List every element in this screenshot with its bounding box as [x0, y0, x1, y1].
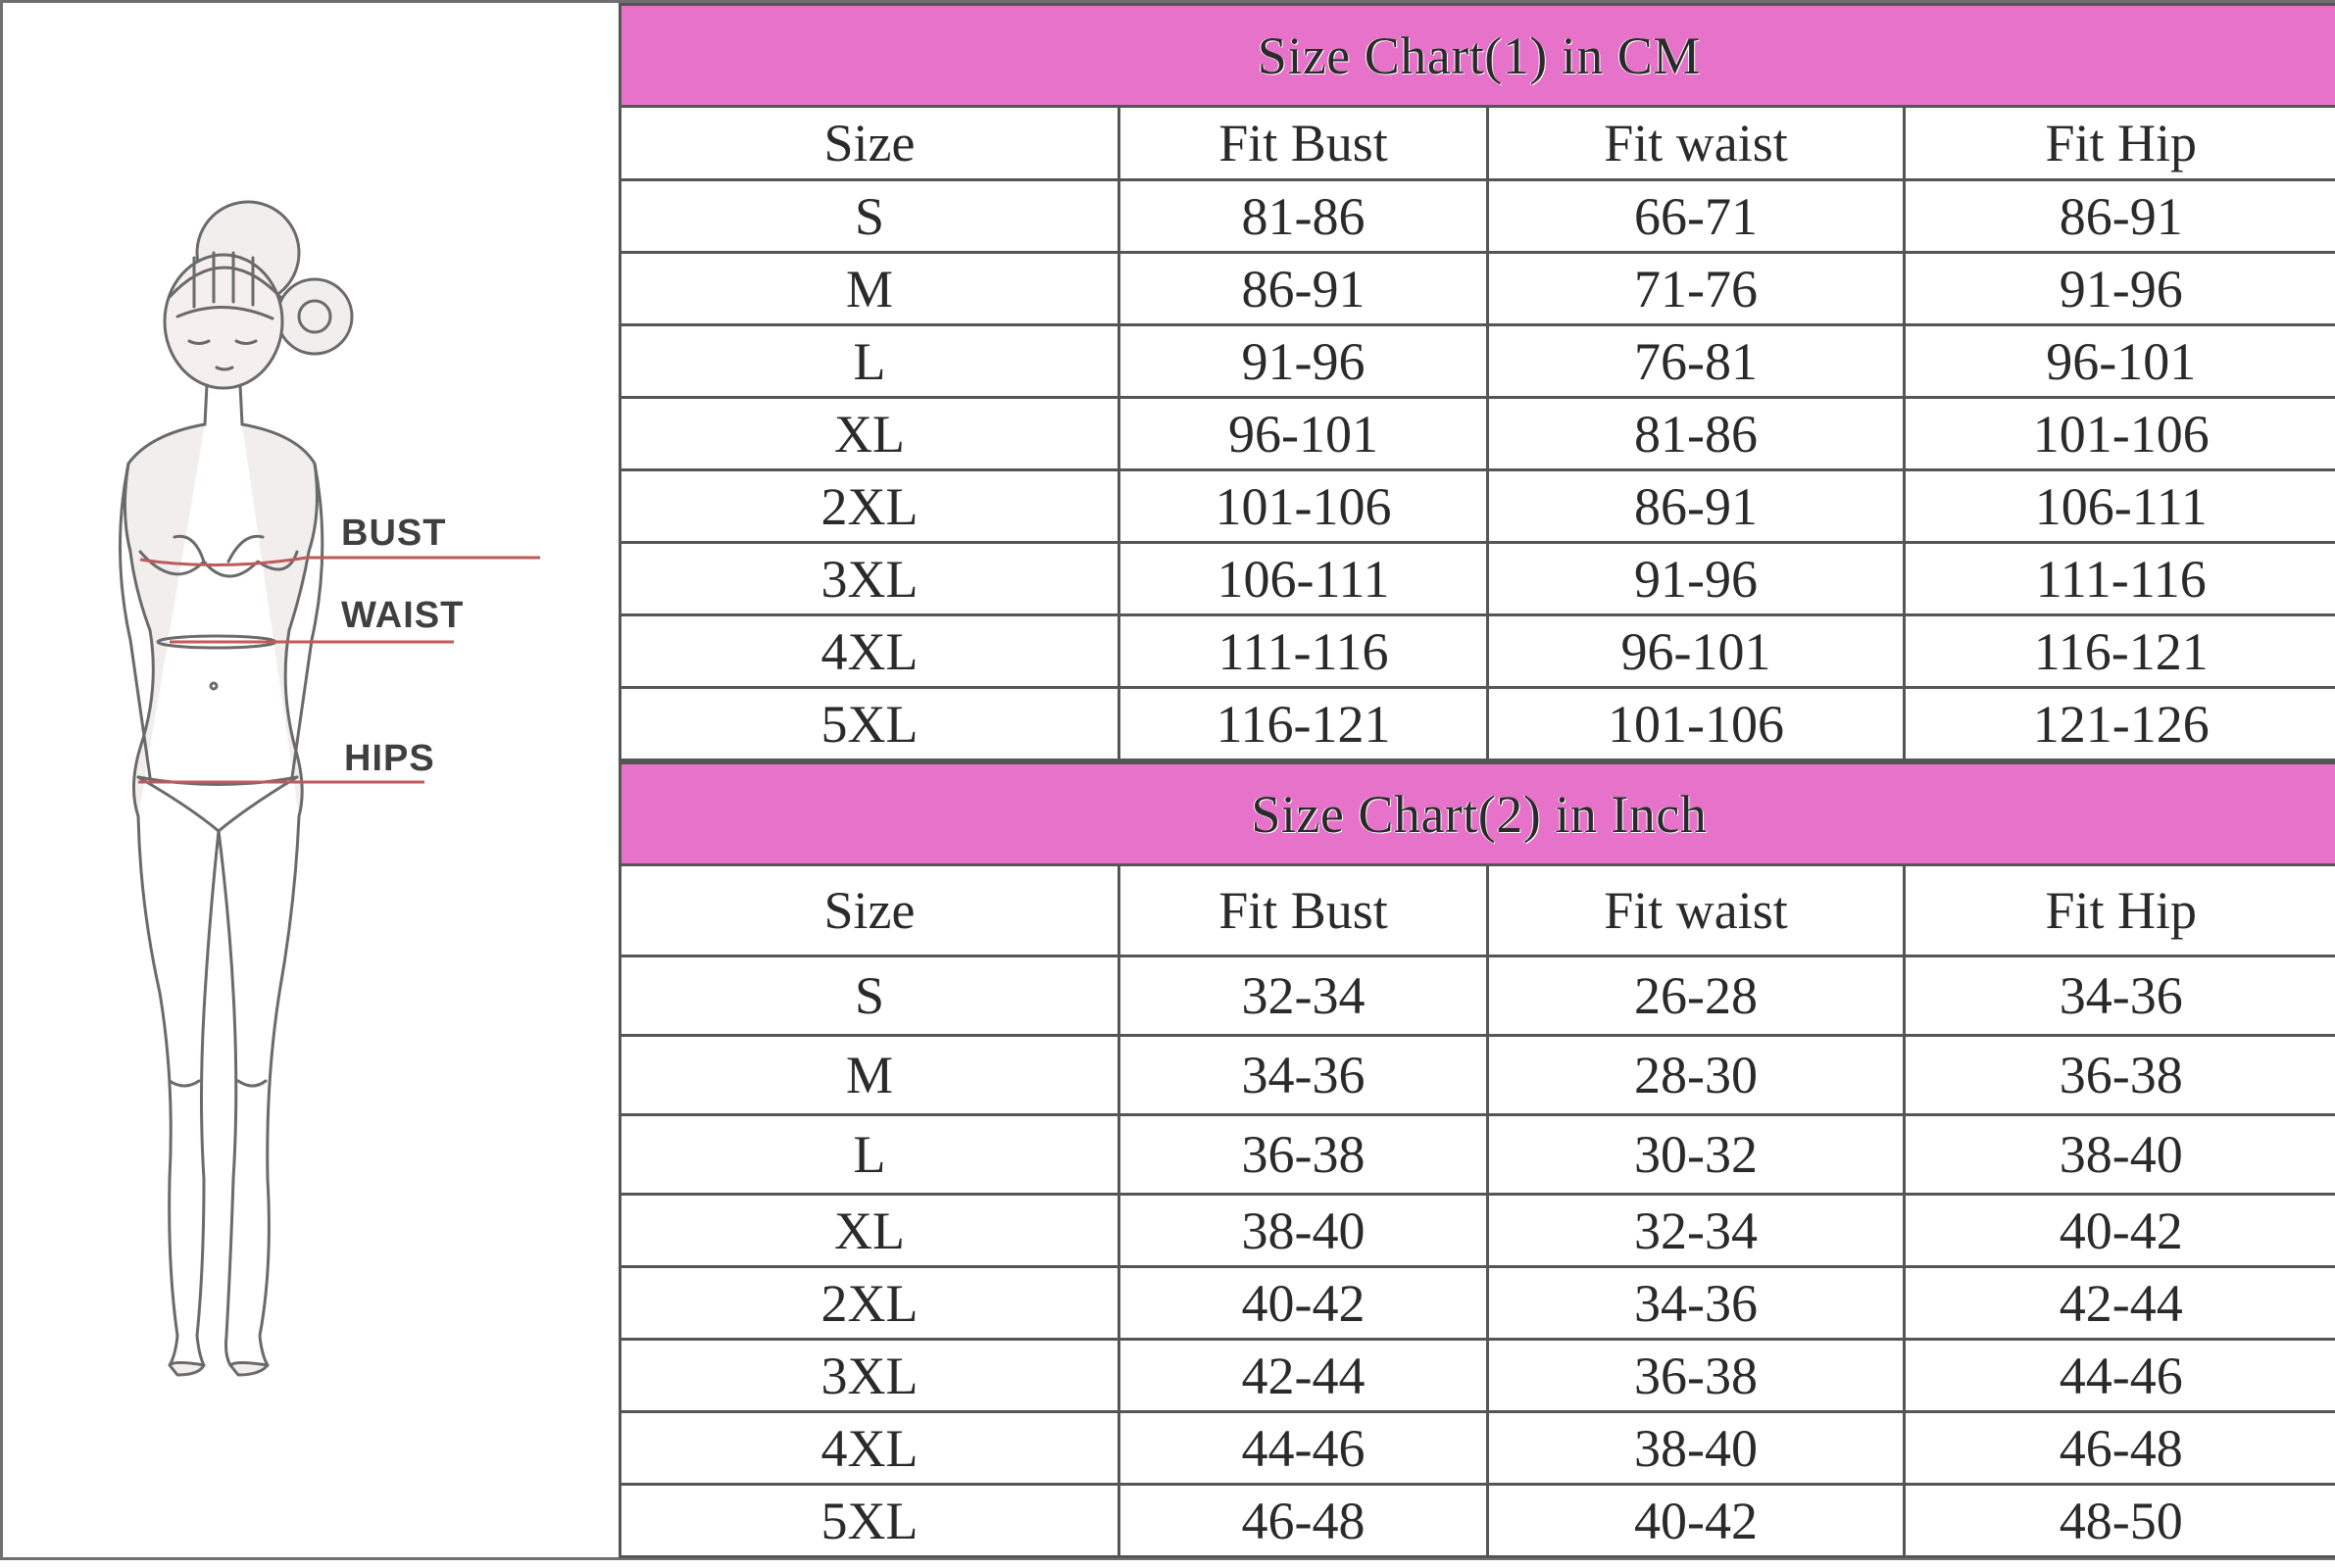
size-chart-cm — [619, 3, 2335, 761]
column-header-fit-hip: Fit Hip — [1905, 107, 2335, 180]
table-row — [621, 688, 2335, 760]
waist-cell: 32-34 — [1488, 1195, 1905, 1267]
size-cell: S — [621, 180, 1119, 253]
size-cell: XL — [621, 398, 1119, 470]
waist-cell: 30-32 — [1488, 1115, 1905, 1195]
hip-cell: 121-126 — [1905, 688, 2335, 760]
hip-cell: 101-106 — [1905, 398, 2335, 470]
waist-cell: 36-38 — [1488, 1340, 1905, 1412]
bust-cell: 101-106 — [1119, 470, 1488, 543]
table-row — [621, 543, 2335, 615]
waist-cell: 38-40 — [1488, 1412, 1905, 1485]
table-row — [621, 1340, 2335, 1412]
hip-cell: 106-111 — [1905, 470, 2335, 543]
size-cell: M — [621, 1036, 1119, 1115]
header-row — [621, 107, 2335, 180]
bust-cell: 38-40 — [1119, 1195, 1488, 1267]
size-cell: XL — [621, 1195, 1119, 1267]
table-row — [621, 398, 2335, 470]
waist-cell: 34-36 — [1488, 1267, 1905, 1340]
size-cell: 4XL — [621, 615, 1119, 688]
bust-cell: 116-121 — [1119, 688, 1488, 760]
hip-cell: 111-116 — [1905, 543, 2335, 615]
size-cell: 3XL — [621, 1340, 1119, 1412]
column-header-fit-bust: Fit Bust — [1119, 107, 1488, 180]
waist-cell: 86-91 — [1488, 470, 1905, 543]
waist-cell: 76-81 — [1488, 325, 1905, 398]
hip-cell: 44-46 — [1905, 1340, 2335, 1412]
waist-cell: 71-76 — [1488, 253, 1905, 325]
hip-cell: 116-121 — [1905, 615, 2335, 688]
bust-cell: 34-36 — [1119, 1036, 1488, 1115]
column-header-fit-hip: Fit Hip — [1905, 865, 2335, 956]
table-row — [621, 325, 2335, 398]
column-header-size: Size — [621, 107, 1119, 180]
size-cell: M — [621, 253, 1119, 325]
bust-cell: 96-101 — [1119, 398, 1488, 470]
waist-cell: 66-71 — [1488, 180, 1905, 253]
waist-cell: 40-42 — [1488, 1485, 1905, 1557]
hip-cell: 34-36 — [1905, 956, 2335, 1036]
size-cell: 2XL — [621, 1267, 1119, 1340]
table-row — [621, 956, 2335, 1036]
waist-cell: 96-101 — [1488, 615, 1905, 688]
chart-title-cm: Size Chart(1) in CM — [621, 5, 2335, 107]
bust-cell: 36-38 — [1119, 1115, 1488, 1195]
hip-cell: 36-38 — [1905, 1036, 2335, 1115]
column-header-fit-waist: Fit waist — [1488, 865, 1905, 956]
size-cell: L — [621, 1115, 1119, 1195]
waist-cell: 81-86 — [1488, 398, 1905, 470]
hip-cell: 46-48 — [1905, 1412, 2335, 1485]
hip-cell: 40-42 — [1905, 1195, 2335, 1267]
hips-label: HIPS — [344, 738, 435, 779]
header-row — [621, 865, 2335, 956]
bust-cell: 44-46 — [1119, 1412, 1488, 1485]
table-row — [621, 1195, 2335, 1267]
size-charts — [619, 0, 2335, 1560]
bust-cell: 91-96 — [1119, 325, 1488, 398]
waist-cell: 101-106 — [1488, 688, 1905, 760]
hip-cell: 42-44 — [1905, 1267, 2335, 1340]
hip-cell: 48-50 — [1905, 1485, 2335, 1557]
waist-label: WAIST — [341, 595, 465, 636]
hip-cell: 91-96 — [1905, 253, 2335, 325]
bust-cell: 46-48 — [1119, 1485, 1488, 1557]
hip-cell: 96-101 — [1905, 325, 2335, 398]
table-row — [621, 180, 2335, 253]
bust-cell: 86-91 — [1119, 253, 1488, 325]
size-cell: 5XL — [621, 1485, 1119, 1557]
column-header-fit-bust: Fit Bust — [1119, 865, 1488, 956]
bust-cell: 81-86 — [1119, 180, 1488, 253]
size-chart-inch — [619, 761, 2335, 1558]
size-cell: 4XL — [621, 1412, 1119, 1485]
waist-cell: 91-96 — [1488, 543, 1905, 615]
bust-cell: 32-34 — [1119, 956, 1488, 1036]
table-row — [621, 1267, 2335, 1340]
size-cell: L — [621, 325, 1119, 398]
waist-cell: 26-28 — [1488, 956, 1905, 1036]
waist-cell: 28-30 — [1488, 1036, 1905, 1115]
bust-label: BUST — [341, 513, 447, 554]
size-cell: S — [621, 956, 1119, 1036]
bust-cell: 106-111 — [1119, 543, 1488, 615]
column-header-fit-waist: Fit waist — [1488, 107, 1905, 180]
body-measurement-figure-panel — [0, 0, 619, 1560]
hip-cell: 86-91 — [1905, 180, 2335, 253]
table-row — [621, 615, 2335, 688]
size-cell: 5XL — [621, 688, 1119, 760]
bust-cell: 42-44 — [1119, 1340, 1488, 1412]
table-row — [621, 1115, 2335, 1195]
table-row — [621, 1412, 2335, 1485]
bust-cell: 111-116 — [1119, 615, 1488, 688]
table-row — [621, 1485, 2335, 1557]
table-row — [621, 253, 2335, 325]
body-figure-illustration — [3, 3, 621, 1563]
hip-cell: 38-40 — [1905, 1115, 2335, 1195]
column-header-size: Size — [621, 865, 1119, 956]
size-cell: 3XL — [621, 543, 1119, 615]
bust-cell: 40-42 — [1119, 1267, 1488, 1340]
chart-title-inch: Size Chart(2) in Inch — [621, 763, 2335, 865]
table-row — [621, 1036, 2335, 1115]
size-cell: 2XL — [621, 470, 1119, 543]
table-row — [621, 470, 2335, 543]
